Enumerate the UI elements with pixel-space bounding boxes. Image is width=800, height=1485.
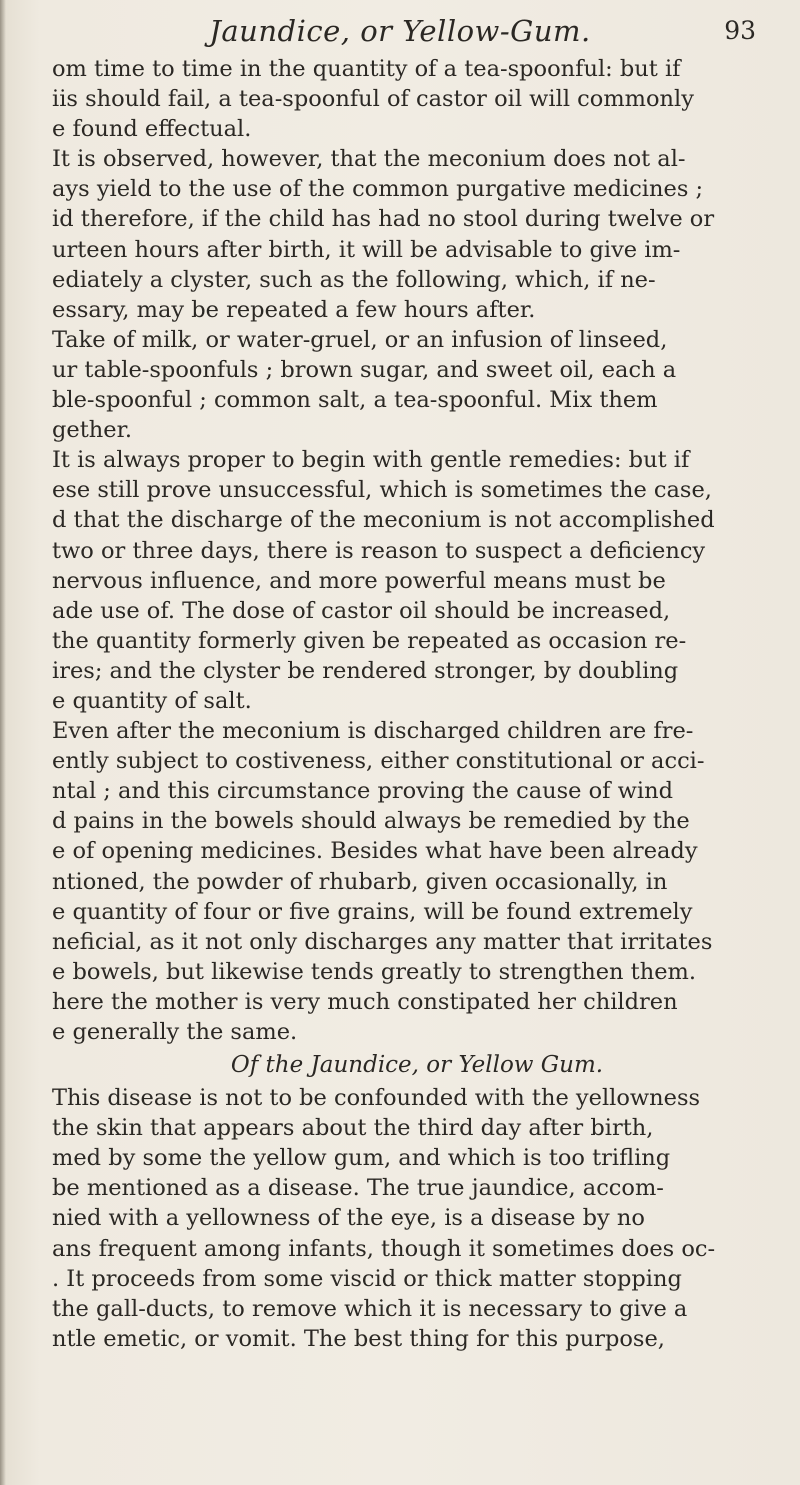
text-line: e bowels, but likewise tends greatly to strengthen them.	[52, 958, 696, 985]
text-line: e quantity of four or five grains, will be found extremely	[52, 898, 693, 925]
text-line: the skin that appears about the third day after birth,	[52, 1115, 654, 1142]
text-line: gether.	[52, 417, 133, 444]
text-line: e found effectual.	[52, 116, 252, 143]
text-line: neficial, as it not only discharges any matter that irritates	[52, 928, 713, 955]
text-line: nervous influence, and more powerful means must be	[52, 567, 666, 594]
text-line: . It proceeds from some viscid or thick matter stopping	[52, 1265, 682, 1292]
text-line: ans frequent among infants, though it sometimes does oc-	[52, 1235, 716, 1262]
text-line: e generally the same.	[52, 1019, 298, 1045]
text-line: the quantity formerly given be repeated as occasion re-	[52, 627, 687, 654]
text-line: om time to time in the quantity of a tea-spoonful: but if	[52, 56, 681, 82]
text-line: It is always proper to begin with gentle remedies: but if	[52, 447, 690, 474]
section-heading: Of the Jaundice, or Yellow Gum.	[230, 1052, 604, 1079]
text-line: two or three days, there is reason to suspect a deficiency	[52, 537, 706, 564]
running-title: Jaundice, or Yellow-Gum.	[209, 14, 591, 48]
text-line: here the mother is very much constipated her children	[52, 988, 678, 1015]
text-line: e quantity of salt.	[52, 687, 252, 714]
text-line: be mentioned as a disease. The true jaundice, accom-	[52, 1175, 664, 1202]
text-line: ntioned, the powder of rhubarb, given occasionally, in	[52, 868, 668, 895]
text-line: ires; and the clyster be rendered stronger, by doubling	[52, 657, 679, 684]
text-line: Take of milk, or water-gruel, or an infusion of linseed,	[52, 326, 668, 353]
text-line: ble-spoonful ; common salt, a tea-spoonful. Mix them	[52, 387, 658, 414]
text-line: nied with a yellowness of the eye, is a disease by no	[52, 1205, 645, 1232]
page-number: 93	[724, 16, 756, 45]
text-line: essary, may be repeated a few hours after.	[52, 296, 536, 323]
text-line: id therefore, if the child has had no stool during twelve or	[52, 206, 715, 233]
text-line: e of opening medicines. Besides what have been already	[52, 838, 698, 865]
text-line: ediately a clyster, such as the following, which, if ne-	[52, 266, 656, 293]
text-line: ays yield to the use of the common purgative medicines ;	[52, 176, 704, 203]
text-line: d pains in the bowels should always be remedied by the	[52, 808, 690, 835]
text-line: the gall-ducts, to remove which it is necessary to give a	[52, 1295, 688, 1322]
text-line: ntal ; and this circumstance proving the cause of wind	[52, 778, 674, 805]
text-line: med by some the yellow gum, and which is too trifling	[52, 1145, 671, 1172]
text-line: ently subject to costiveness, either constitutional or acci-	[52, 748, 705, 775]
text-line: ade use of. The dose of castor oil should be increased,	[52, 597, 671, 624]
text-line: d that the discharge of the meconium is not accomplished	[52, 507, 715, 534]
page-gutter-shadow	[0, 0, 6, 1485]
text-line: It is observed, however, that the meconium does not al-	[52, 146, 686, 173]
text-line: iis should fail, a tea-spoonful of castor oil will commonly	[52, 86, 694, 113]
text-line: Even after the meconium is discharged children are fre-	[52, 718, 694, 745]
body-text	[52, 54, 772, 1354]
text-line: ese still prove unsuccessful, which is sometimes the case,	[52, 477, 712, 504]
text-line: urteen hours after birth, it will be advisable to give im-	[52, 236, 681, 263]
text-line: This disease is not to be confounded with the yellowness	[52, 1085, 701, 1112]
text-line: ur table-spoonfuls ; brown sugar, and sweet oil, each a	[52, 356, 677, 383]
page-header	[0, 10, 800, 50]
text-line: ntle emetic, or vomit. The best thing for this purpose,	[52, 1325, 665, 1352]
